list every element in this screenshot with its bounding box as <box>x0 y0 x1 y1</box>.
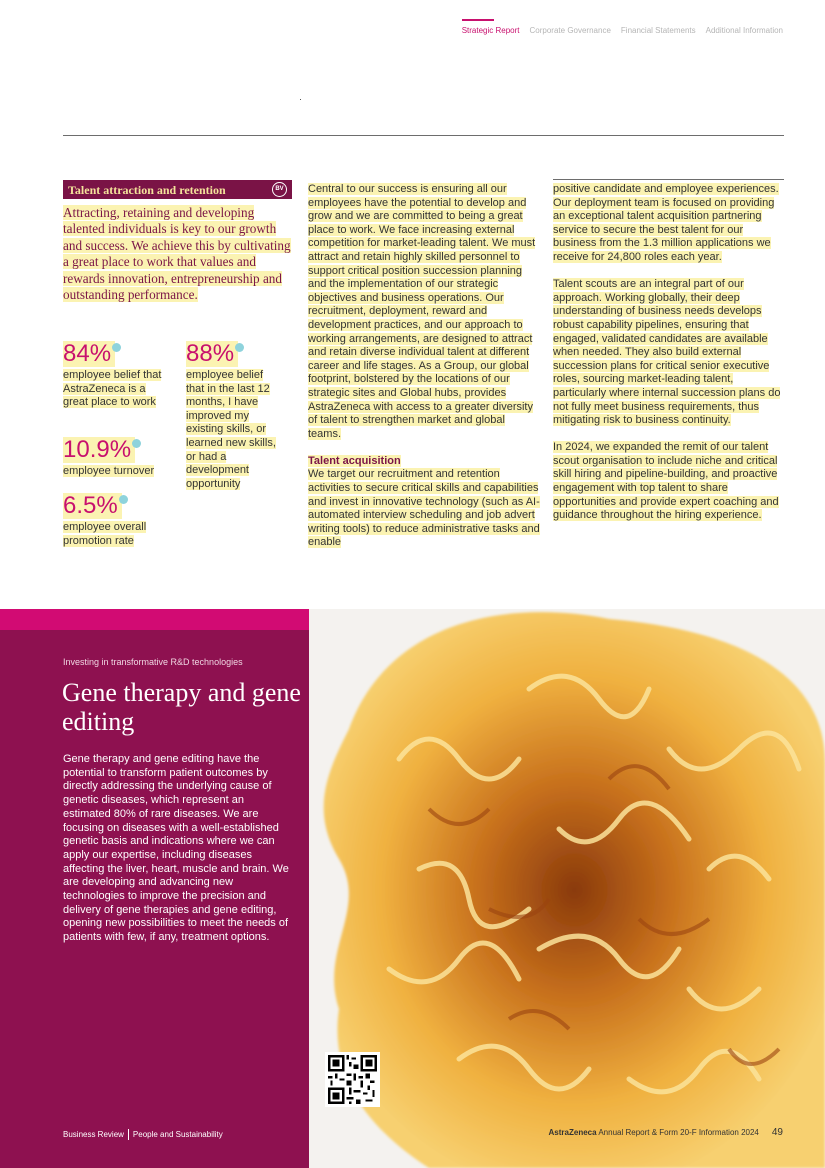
qr-code-icon[interactable] <box>325 1052 380 1107</box>
stat-label-text: employee belief that AstraZeneca is a great place to work <box>63 369 162 409</box>
top-nav <box>462 26 783 35</box>
subheading-text: Talent acquisition <box>308 454 401 467</box>
feature-kicker: Investing in transformative R&D technologies <box>63 657 243 667</box>
stat-great-place <box>63 341 163 410</box>
stat-label <box>63 465 173 479</box>
stat-label-text: employee belief that in the last 12 months, I have improved my existing skills, or learned new skills, or had a development opportunity <box>186 369 276 490</box>
paragraph <box>553 183 785 265</box>
stat-value-text: 6.5% <box>63 492 118 519</box>
footer-divider <box>128 1129 129 1140</box>
feature-body: Gene therapy and gene editing have the potential to transform patient outcomes by directly addressing the underlying cause of genetic diseases, which represent an estimated 80% of rare diseases. We are focusing on diseases with a well-established genetic basis and indications where we can apply our expertise, including diseases affecting the liver, heart, muscle and brain. We are developing and advancing new technologies to improve the precision and delivery of gene therapies and gene editing, opening new possibilities to meet the needs of patients with few, if any, treatment options. <box>63 753 289 944</box>
stray-dot <box>300 99 301 100</box>
paragraph <box>308 468 540 550</box>
bubble-icon <box>235 343 244 352</box>
paragraph <box>553 278 785 428</box>
stat-value <box>63 341 115 367</box>
qr-code-graphic <box>328 1055 377 1104</box>
paragraph <box>308 183 540 441</box>
talent-intro-text: Attracting, retaining and developing talented individuals is key to our growth and success. We achieve this by cultivating a great place to work that values and rewards innovation, entrepreneurship and outstanding performance. <box>63 205 291 303</box>
header-rule <box>63 135 784 136</box>
bv-badge-icon: BV <box>272 182 287 197</box>
footer-section <box>63 1129 223 1140</box>
footer-report-info <box>549 1127 783 1138</box>
stat-label <box>186 369 280 491</box>
text-column-1 <box>308 183 540 564</box>
stat-label <box>63 521 163 548</box>
paragraph-text: In 2024, we expanded the remit of our talent scout organisation to include niche and critical skill hiring and pipeline-building, and proactive engagement with top talent to share opportunities and provide expert coaching and guidance throughout the hiring experience. <box>553 441 779 522</box>
subheading-talent-acquisition <box>308 455 540 469</box>
nav-additional-information[interactable]: Additional Information <box>705 26 783 35</box>
bubble-icon <box>119 495 128 504</box>
talent-intro <box>63 205 293 303</box>
stat-label <box>63 369 163 410</box>
paragraph-text: We target our recruitment and retention activities to secure critical skills and capabilities and invest in innovative technology (such as AI-automated interview scheduling and job advert writing tools) to reduce administrative tasks and enable <box>308 468 540 549</box>
footer-brand: AstraZeneca <box>548 1128 597 1137</box>
stat-value-text: 10.9% <box>63 436 132 463</box>
nav-corporate-governance[interactable]: Corporate Governance <box>529 26 611 35</box>
text-column-2 <box>553 183 785 536</box>
stat-skills <box>186 341 280 491</box>
gene-cell-illustration <box>309 609 825 1168</box>
bubble-icon <box>112 343 121 352</box>
stat-value <box>186 341 238 367</box>
page-number: 49 <box>771 1127 783 1138</box>
feature-title: Gene therapy and gene editing <box>62 678 301 736</box>
stat-promotion <box>63 493 163 548</box>
column-2-rule <box>553 179 784 180</box>
paragraph-text: Talent scouts are an integral part of our approach. Working globally, their deep understanding of business needs develops robust capability pipelines, ensuring that engaged, validated candidates are available when needed. They also build external succession plans for critical senior executive roles, sourcing market-leading talent, particularly where internal succession plans do not fully meet business requirements, thus mitigating risk to business continuity. <box>553 278 781 427</box>
bubble-icon <box>132 439 141 448</box>
footer-report-title: Annual Report & Form 20-F Information 2024 <box>598 1128 759 1137</box>
stat-value-text: 88% <box>186 340 235 367</box>
stat-label-text: employee overall promotion rate <box>63 521 147 547</box>
gene-cell-image <box>309 609 825 1168</box>
stat-value-text: 84% <box>63 340 112 367</box>
nav-financial-statements[interactable]: Financial Statements <box>620 26 696 35</box>
talent-section-header <box>63 180 292 199</box>
stat-value <box>63 437 135 463</box>
talent-header-title: Talent attraction and retention <box>68 183 226 197</box>
stat-label-text: employee turnover <box>63 465 155 477</box>
stat-value <box>63 493 122 519</box>
stat-turnover <box>63 437 173 479</box>
accent-bar <box>0 609 309 630</box>
paragraph <box>553 441 785 523</box>
footer-subsection-label[interactable]: People and Sustainability <box>132 1130 223 1139</box>
paragraph-text: positive candidate and employee experiences. Our deployment team is focused on providing an exceptional talent acquisition partnering service to secure the best talent for our business from the 1.3 million applications we receive for 24,800 roles each year. <box>553 183 779 263</box>
feature-panel <box>0 630 309 1168</box>
paragraph-text: Central to our success is ensuring all our employees have the potential to develop and grow and we are committed to being a great place to work. We face increasing external competition for market-leading talent. We must attract and retain highly skilled personnel to support critical position succession planning and the implementation of our strategic objectives and business operations. Our recruitment, deployment, reward and development practices, and our approach to working arrangements, are designed to attract and retain diverse individual talent at different career and life stages. As a Group, our global footprint, bolstered by the locations of our strategic sites and Global hubs, provides AstraZeneca with access to a greater diversity of talent to strengthen market and global teams. <box>308 183 536 440</box>
footer-section-label[interactable]: Business Review <box>63 1130 124 1139</box>
nav-strategic-report[interactable]: Strategic Report <box>461 26 520 35</box>
